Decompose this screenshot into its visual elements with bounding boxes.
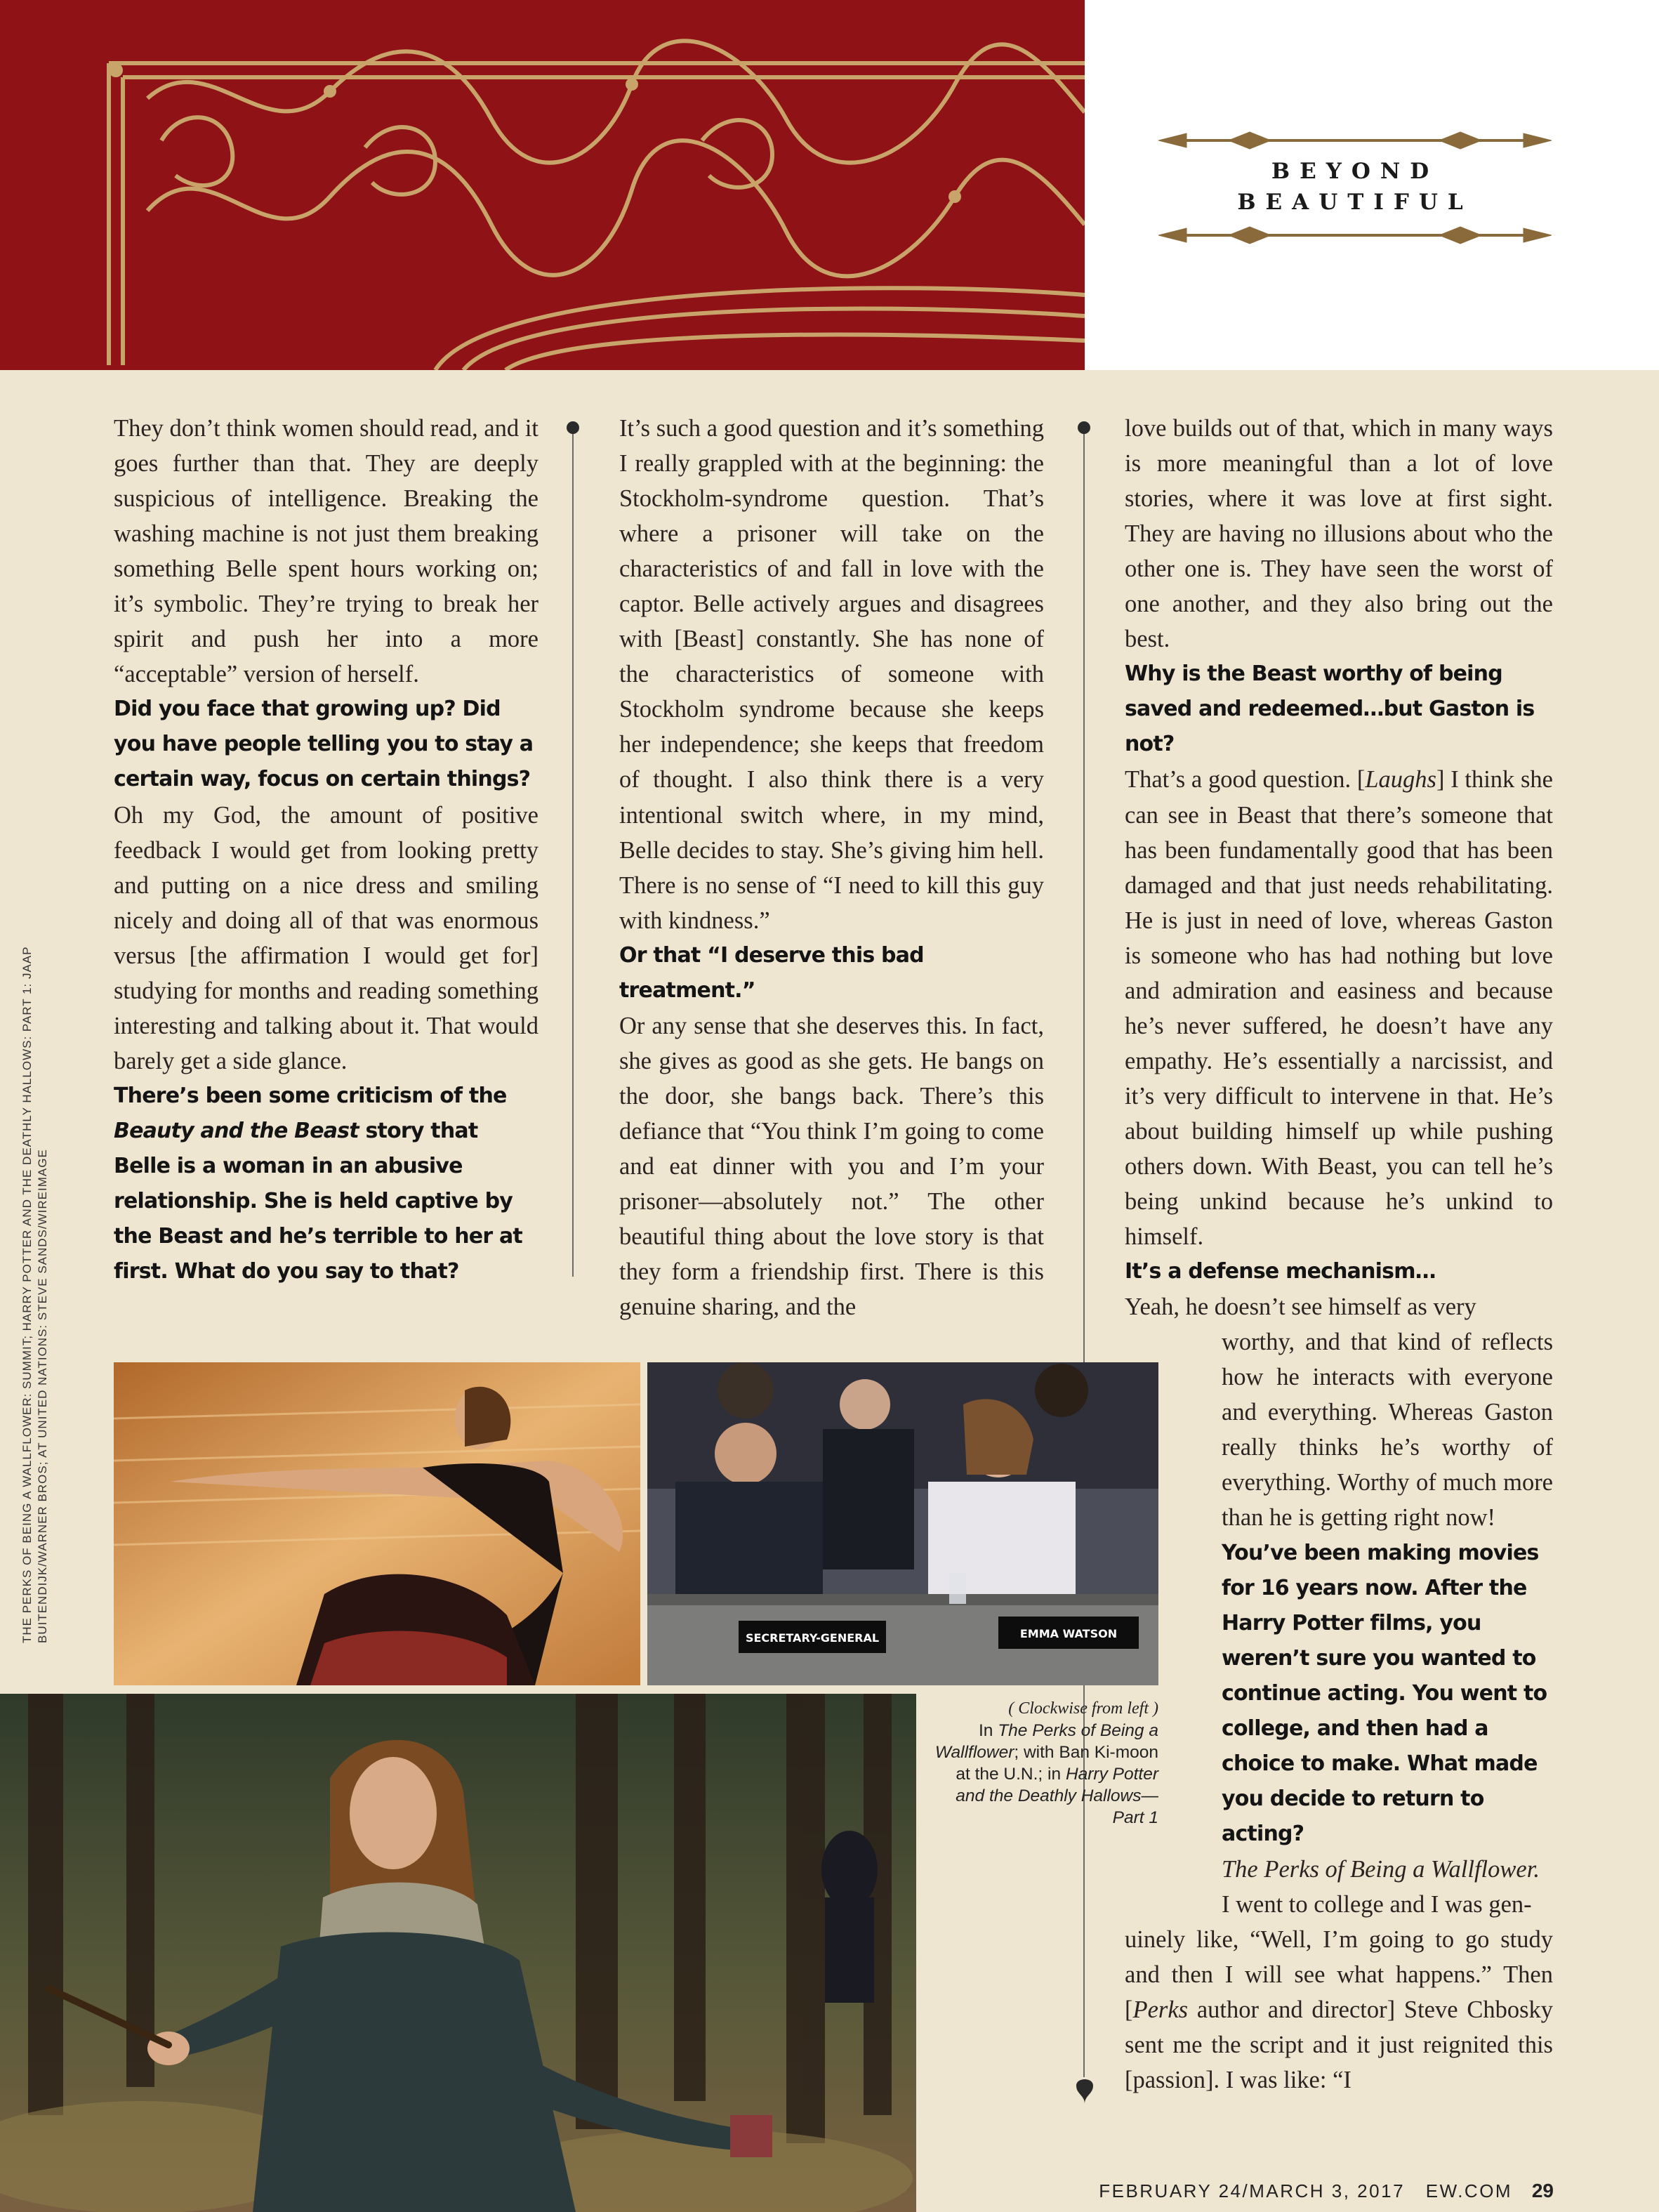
section-tag-line1: BEYOND [1271,159,1439,184]
caption-lead: ( Clockwise from left ) [1008,1699,1158,1718]
question-title-italic: Beauty and the Beast [114,1118,359,1143]
question-text: There’s been some criticism of the [114,1083,507,1108]
interview-question: Did you face that growing up? Did you have people telling you to stay a certain way, focus on certain things? [114,697,534,792]
body-paragraph: They don’t think women should read, and it goes further than that. They are deeply suspicious of intelligence. Breaking the washing machine is not just them breaking something Belle spent hours working on; it’s symbolic. They’re trying to break her spirit and push her into a more “acceptable” version of herself. [114,415,538,688]
section-tag [1158,126,1552,260]
photo-united-nations [647,1362,1158,1685]
top-ornament-rule [1158,126,1552,154]
article-column-3 [1125,411,1553,2098]
body-paragraph: Oh my God, the amount of positive feedback I would get from looking pretty and putting on a nice dress and smiling nicely and doing all of that was enormous versus [the affirmation I would get for] studying for months and reading something interesting and talking about it. That would barely get a side glance. [114,801,538,1074]
photo-harry-potter-forest [0,1694,916,2212]
body-paragraph [1222,1852,1553,1887]
interview-question: You’ve been making movies for 16 years now. After the Harry Potter films, you weren’t sure you wanted to continue acting. You went to college, and then had a choice to make. What made you decide to return to acting? [1222,1540,1547,1846]
header-banner [0,0,1085,370]
column-divider [1076,421,1092,2107]
section-tag-line2: BEAUTIFUL [1237,190,1473,215]
body-text: ] I think she can see in Beast that there’s someone that has been fundamentally good that has been damaged and that just needs rehabilitating. He is just in need of love, whereas Gaston is someone who has had nothing but love and admiration and easiness and because he’s never suffered, he doesn’t have any empathy. He’s essentially a narcissist, and it’s very difficult to intervene in that. He’s about building himself up while pushing others down. With Beast, you can tell he’s being unkind because he’s unkind to himself. [1125,766,1553,1251]
body-paragraph [1125,762,1553,1254]
body-text: uinely like, “Well, I’m going to go study and then I will see what happens.” Then [ [1125,1926,1553,2024]
body-text-italic: Perks [1132,1996,1189,2024]
body-paragraph: Yeah, he doesn’t see himself as very [1125,1293,1476,1321]
bottom-ornament-rule [1158,221,1552,249]
interview-question: It’s a defense mechanism… [1125,1259,1436,1284]
article-column-1 [114,411,538,1289]
body-paragraph [1125,1922,1553,2098]
placard-secretary-general: SECRETARY-GENERAL [745,1631,880,1645]
film-title-italic: The Perks of Being a Wallflower. [1222,1855,1540,1883]
wrapped-text-block [1222,1324,1553,1922]
body-paragraph: love builds out of that, which in many ways is more meaningful than a lot of love stories, where it was love at first sight. They are having no illusions about who the other one is. They have seen the worst of one another, and they also bring out the best. [1125,415,1553,653]
photo-caption [934,1698,1158,1829]
interview-question: Why is the Beast worthy of being saved and redeemed…but Gaston is not? [1125,661,1535,757]
question-text: story that Belle is a woman in an abusive relationship. She is held captive by the Beast and he’s terrible to her at first. What do you say to that? [114,1118,522,1284]
body-paragraph: Or any sense that she deserves this. In fact, she gives as good as she gets. He bangs on the door, she bangs back. There’s this defiance that “You think I’m going to come and eat dinner with you and I’m your prisoner—absolutely not.” The other beautiful thing about the love story is that they form a friendship first. There is this genuine sharing, and the [619,1012,1044,1321]
page-number: 29 [1531,2180,1554,2201]
body-text: author and director] Steve Chbosky sent me the script and it just reignited this [passion]. I was like: “I [1125,1996,1553,2094]
caption-text: In The Perks of Being a Wallflower; with Ban Ki-moon at the U.N.; in Harry Potter and the Deathly Hallows—Part 1 [934,1721,1158,1827]
placard-emma-watson: EMMA WATSON [1019,1627,1118,1640]
body-paragraph: worthy, and that kind of reflects how he interacts with everyone and everything. Whereas Gaston really thinks he’s worthy of everything. Worthy of much more than he is getting right now! [1222,1329,1553,1532]
photo-credit: THE PERKS OF BEING A WALLFLOWER: SUMMIT; HARRY POTTER AND THE DEATHLY HALLOWS: PART 1: JAAP BUITENDIJK/WARNER BROS; AT UNITED NATIONS: STEVE SANDS/WIREIMAGE [20,946,49,1643]
issue-date: FEBRUARY 24/MARCH 3, 2017 [1099,2180,1406,2201]
article-column-2 [619,411,1044,1324]
body-text: That’s a good question. [ [1125,766,1366,794]
interview-question [114,1079,538,1289]
body-text-italic: Laughs [1365,766,1436,794]
photo-perks-wallflower [114,1362,640,1685]
ornament-illustration [0,0,1085,370]
column-divider [565,421,581,1278]
interview-question: Or that “I deserve this bad treatment.” [619,942,924,1003]
site-name: EW.COM [1425,2180,1513,2201]
page-footer [1099,2180,1554,2202]
body-paragraph: I went to college and I was gen- [1222,1890,1532,1918]
column-end-ornament [1071,2065,1099,2107]
body-paragraph: It’s such a good question and it’s something I really grappled with at the beginning: the Stockholm-syndrome question. That’s where a prisoner will take on the characteristics of and fall in love with the captor. Belle actively argues and disagrees with [Beast] constantly. She has none of the characteristics of someone with Stockholm syndrome because she keeps her independence; she keeps that freedom of thought. I also think there is a very intentional switch where, in my mind, Belle decides to stay. She’s giving him hell. There is no sense of “I need to kill this guy with kindness.” [619,415,1044,934]
